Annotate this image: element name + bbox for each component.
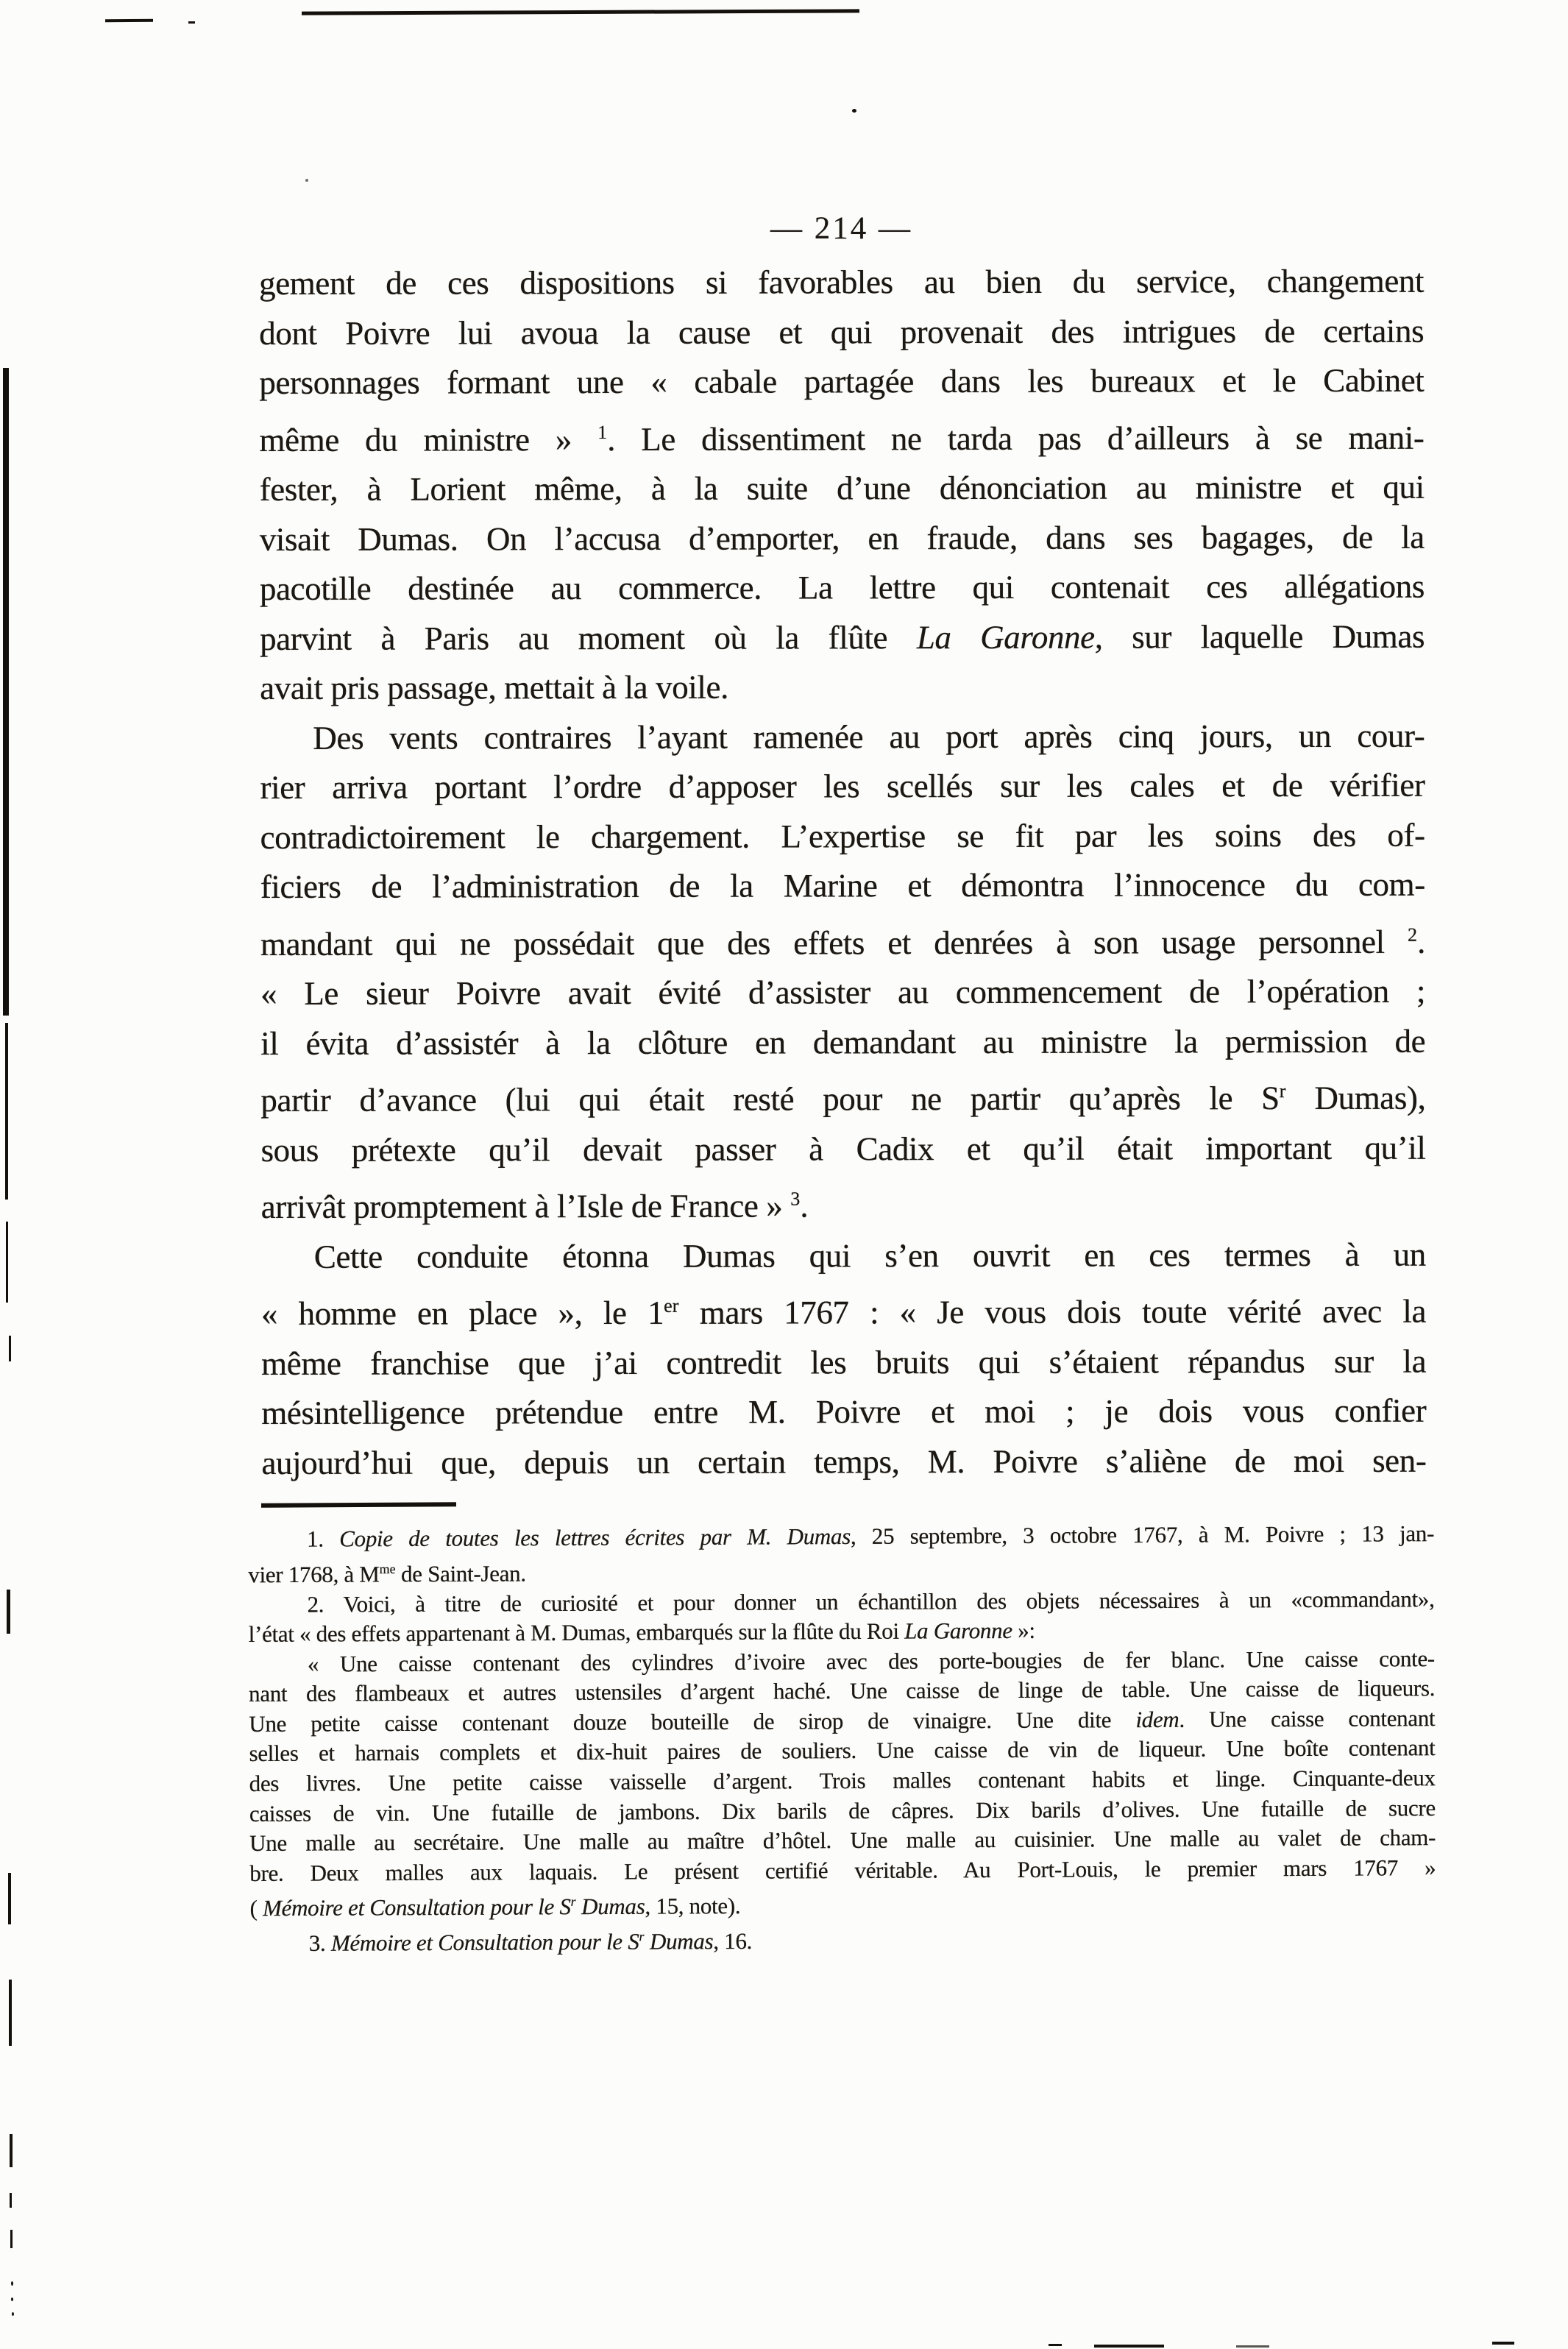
scan-artifact bbox=[105, 19, 153, 22]
footnote-separator bbox=[261, 1502, 456, 1508]
text-line: rier arriva portant l’ordre d’apposer les scellés sur les cales et de vérifier bbox=[260, 766, 1425, 806]
text-line: nant des flambeaux et autres ustensiles d’argent haché. Une caisse de linge de table. Une caisse de liqueurs. bbox=[249, 1675, 1436, 1707]
scan-artifact bbox=[852, 109, 856, 113]
text-line: même du ministre » $^1$. Le dissentiment ne tarda pas d’ailleurs à se mani- bbox=[259, 419, 1425, 458]
text-line: Cette conduite étonna Dumas qui s’en ouvrit en ces termes à un bbox=[313, 1236, 1426, 1275]
text-line: selles et harnais complets et dix-huit paires de souliers. Une caisse de vin de liqueur. Une boîte contenant bbox=[249, 1735, 1436, 1767]
text-line: pacotille destinée au commerce. La lettre qui contenait ces allégations bbox=[259, 567, 1425, 607]
scan-artifact bbox=[1492, 2342, 1514, 2345]
text-line: bre. Deux malles aux laquais. Le présent certifié véritable. Au Port-Louis, le premier mars 1767 » bbox=[249, 1854, 1436, 1886]
scan-artifact bbox=[6, 1222, 8, 1303]
scan-artifact bbox=[305, 179, 308, 182]
scan-artifact bbox=[12, 2312, 14, 2316]
scan-artifact bbox=[188, 21, 195, 24]
text-line: parvint à Paris au moment où la flûte La Garonne, sur laquelle Dumas bbox=[260, 617, 1425, 657]
text-line: Une malle au secrétaire. Une malle au maître d’hôtel. Une malle au cuisinier. Une malle au valet de cham- bbox=[249, 1824, 1436, 1857]
page-number: — 214 — bbox=[770, 211, 912, 246]
text-line: arrivât promptement à l’Isle de France » $^3$. bbox=[260, 1187, 809, 1225]
text-line: dont Poivre lui avoua la cause et qui provenait des intrigues de certains bbox=[259, 312, 1425, 352]
scan-artifact bbox=[1094, 2345, 1164, 2348]
text-line: mésintelligence prétendue entre M. Poivre et moi ; je dois vous confier bbox=[261, 1392, 1427, 1431]
text-line: ( Mémoire et Consultation pour le $S^r$ Dumas, 15, note). bbox=[249, 1893, 741, 1921]
text-line: Des vents contraires l’ayant ramenée au port après cinq jours, un cour- bbox=[313, 717, 1425, 757]
scan-artifact bbox=[11, 2281, 13, 2286]
scan-artifact bbox=[10, 2193, 12, 2208]
scan-artifact bbox=[11, 2297, 13, 2301]
scan-artifact bbox=[5, 1023, 8, 1200]
text-line: gement de ces dispositions si favorables au bien du service, changement bbox=[259, 262, 1425, 302]
scan-artifact bbox=[8, 1873, 11, 1924]
body-text bbox=[259, 257, 1426, 1488]
text-line: visait Dumas. On l’accusa d’emporter, en fraude, dans ses bagages, de la bbox=[259, 518, 1425, 558]
text-line: « Une caisse contenant des cylindres d’ivoire avec des porte-bougies de fer blanc. Une caisse conte- bbox=[307, 1645, 1435, 1677]
text-line: même franchise que j’ai contredit les bruits qui s’étaient répandus sur la bbox=[261, 1342, 1427, 1382]
text-line: avait pris passage, mettait à la voile. bbox=[260, 668, 728, 706]
text-line: contradictoirement le chargement. L’expertise se fit par les soins des of- bbox=[260, 816, 1425, 856]
text-line: ficiers de l’administration de la Marine et démontra l’innocence du com- bbox=[260, 865, 1425, 905]
text-line: sous prétexte qu’il devait passer à Cadix et qu’il était important qu’il bbox=[260, 1129, 1426, 1169]
scan-artifact bbox=[10, 2230, 13, 2248]
text-line: il évita d’assistér à la clôture en demandant au ministre la permission de bbox=[260, 1022, 1426, 1062]
text-line: fester, à Lorient même, à la suite d’une dénonciation au ministre et qui bbox=[259, 468, 1425, 508]
scan-artifact bbox=[1236, 2345, 1269, 2348]
text-line: 3. Mémoire et Consultation pour le $S^r$ Dumas, 16. bbox=[308, 1928, 753, 1957]
scan-artifact bbox=[302, 9, 859, 15]
text-line: aujourd’hui que, depuis un certain temps, M. Poivre s’aliène de moi sen- bbox=[261, 1442, 1427, 1481]
text-line: vier 1768, à $M^{me}$ de Saint-Jean. bbox=[248, 1560, 526, 1587]
footnotes bbox=[248, 1519, 1436, 1959]
scan-artifact bbox=[3, 368, 9, 1016]
scan-artifact bbox=[9, 1980, 12, 2046]
text-line: personnages formant une « cabale partagée dans les bureaux et le Cabinet bbox=[259, 361, 1425, 401]
scan-artifact bbox=[10, 2134, 13, 2167]
text-line: mandant qui ne possédait que des effets et denrées à son usage personnel $^2$. bbox=[260, 923, 1425, 963]
scan-artifact bbox=[1049, 2344, 1062, 2346]
text-line: caisses de vin. Une futaille de jambons. Dix barils de câpres. Dix barils d’olives. Une futaille de sucre bbox=[249, 1794, 1436, 1827]
scan-artifact bbox=[9, 1336, 11, 1361]
text-line: Une petite caisse contenant douze bouteille de sirop de vinaigre. Une dite idem. Une caisse contenant bbox=[249, 1705, 1436, 1737]
text-line: 1. Copie de toutes les lettres écrites par M. Dumas, 25 septembre, 3 octobre 1767, à M. Poivre ; 13 jan- bbox=[307, 1520, 1435, 1552]
text-line: partir d’avance (lui qui était resté pour ne partir qu’après le $S^r$ Dumas), bbox=[260, 1079, 1426, 1119]
scan-artifact bbox=[7, 1590, 10, 1634]
text-line: 2. Voici, à titre de curiosité et pour donner un échantillon des objets nécessaires à un «commandant», bbox=[307, 1585, 1435, 1618]
text-line: l’état « des effets appartenant à M. Dumas, embarqués sur la flûte du Roi La Garonne »: bbox=[248, 1617, 1035, 1648]
text-line: « Le sieur Poivre avait évité d’assister au commencement de l’opération ; bbox=[260, 972, 1426, 1012]
text-line: des livres. Une petite caisse vaisselle d’argent. Trois malles contenant habits et linge. Cinquante-deux bbox=[249, 1765, 1436, 1797]
text-line: « homme en place », le 1er mars 1767 : « Je vous dois toute vérité avec la bbox=[260, 1292, 1427, 1332]
